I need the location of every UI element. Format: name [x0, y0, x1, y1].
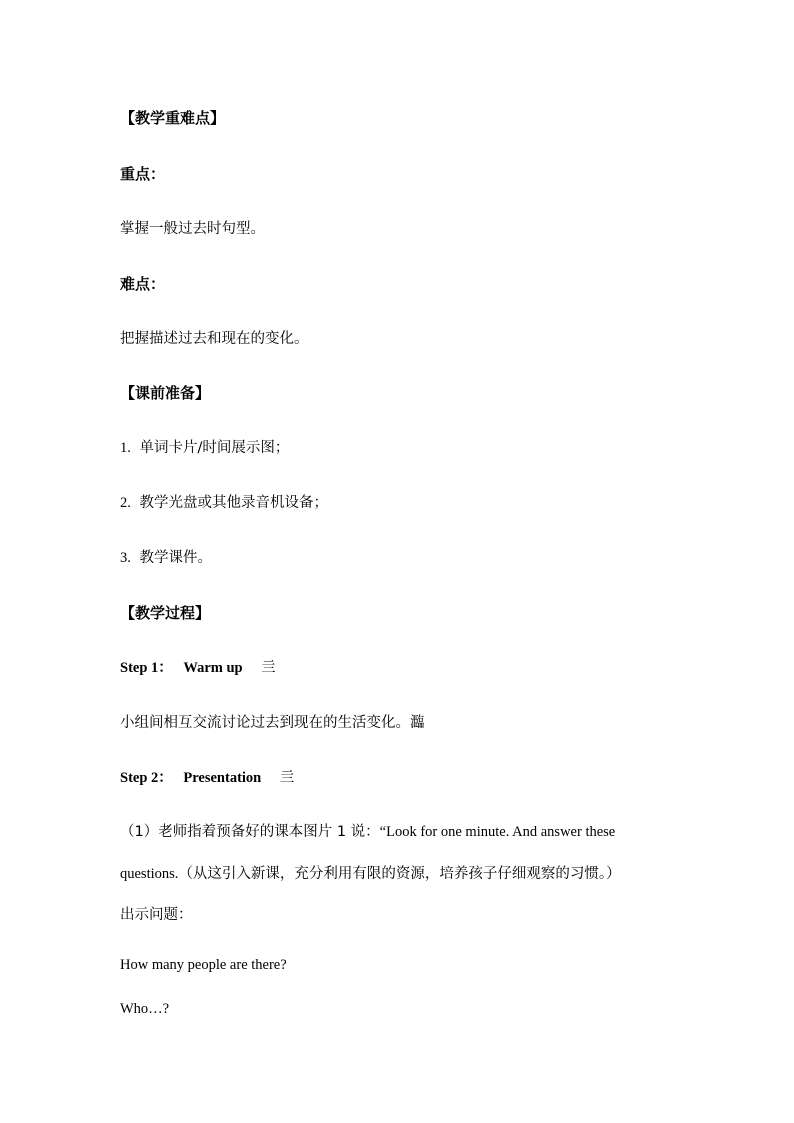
prep-item-number: 1.: [120, 440, 131, 456]
step1-label: Step 1：: [120, 660, 173, 676]
prep-item: [120, 548, 212, 568]
question-1: How many people are there?: [120, 957, 287, 973]
step2-mark: 亖: [279, 770, 295, 786]
prep-item: [120, 493, 328, 513]
key-points-heading: 【教学重难点】: [120, 109, 226, 127]
prep-item-text: 单词卡片/时间展示图；: [139, 440, 290, 456]
difficulty-text: 把握描述过去和现在的变化。: [120, 331, 309, 347]
prep-item-number: 2.: [120, 495, 131, 511]
step1-text-body: 小组间相互交流讨论过去到现在的生活变化。: [120, 715, 410, 731]
paragraph-line-1-en: “Look for one minute. And answer these: [379, 824, 616, 840]
step1-mark: 亖: [261, 660, 276, 676]
step2-heading: [120, 768, 294, 788]
prep-heading: 【课前准备】: [120, 384, 211, 402]
prep-item-text: 教学光盘或其他录音机设备；: [139, 495, 328, 511]
paragraph-line-2-cn: （从这引入新课，充分利用有限的资源，培养孩子仔细观察的习惯。）: [178, 866, 621, 882]
step1-text: [120, 713, 425, 733]
paragraph-line-2-en: questions.: [120, 866, 179, 882]
focus-text: 掌握一般过去时句型。: [120, 221, 265, 237]
paragraph-line-1-cn: （1）老师指着预备好的课本图片 1 说：: [120, 824, 380, 840]
prep-item-number: 3.: [120, 550, 131, 566]
focus-label: 重点：: [120, 165, 166, 183]
question-2: Who…?: [120, 1001, 170, 1017]
step1-title: Warm up: [183, 660, 243, 676]
prep-item-text: 教学课件。: [139, 550, 212, 566]
step1-text-mark: 瀶: [410, 715, 425, 731]
step2-title: Presentation: [183, 770, 262, 786]
step2-label: Step 2：: [120, 770, 173, 786]
difficulty-label: 难点：: [120, 275, 166, 293]
paragraph-line-1: [120, 822, 615, 842]
paragraph-line-2: [120, 864, 621, 884]
paragraph-line-3: 出示问题：: [120, 907, 193, 923]
step1-heading: [120, 658, 276, 678]
process-heading: 【教学过程】: [120, 604, 211, 622]
prep-item: [120, 438, 289, 458]
